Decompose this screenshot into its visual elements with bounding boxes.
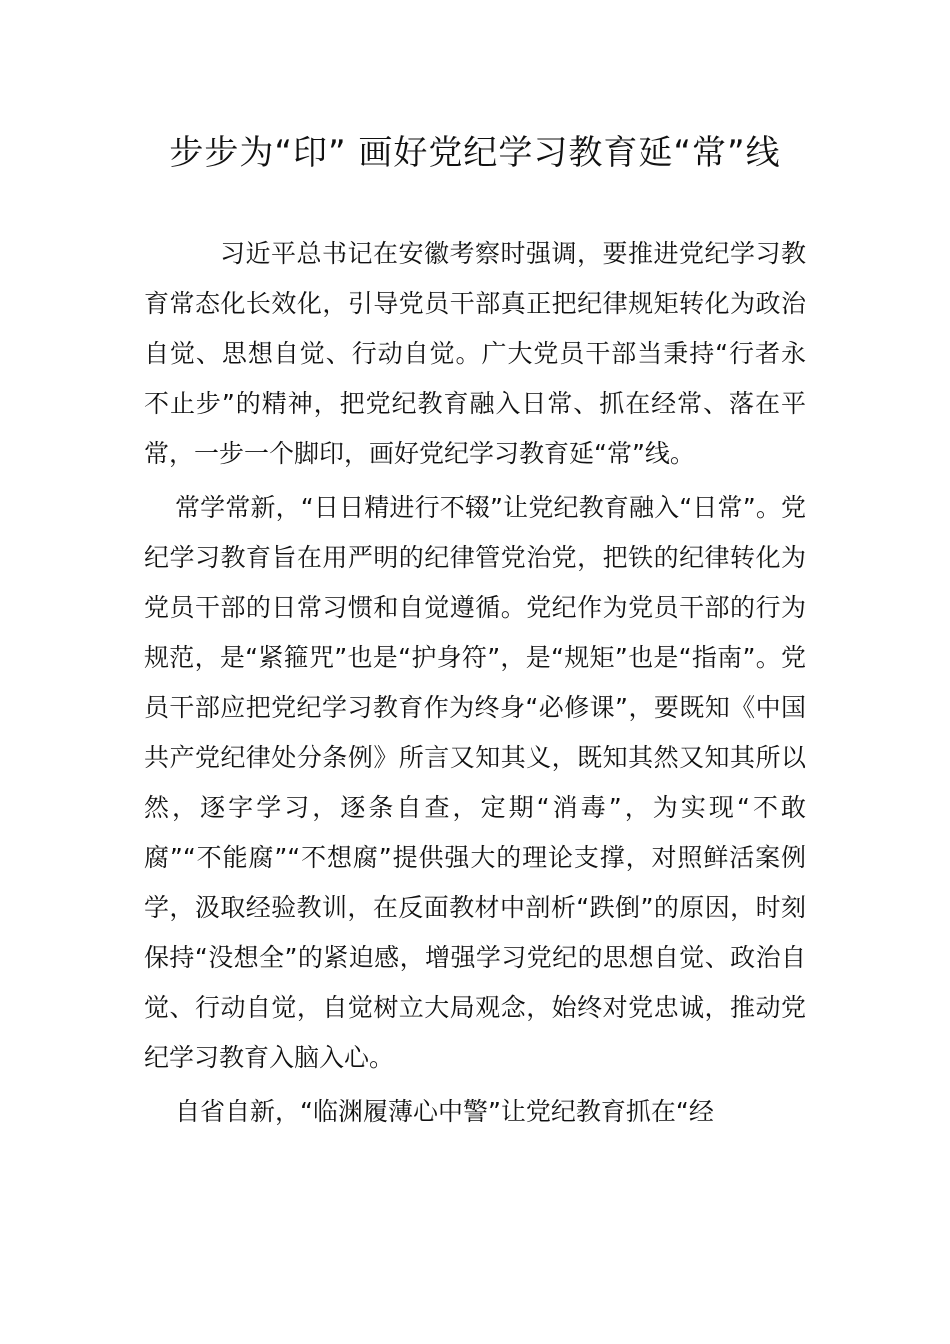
paragraph-self-reflection: 自省自新，“临渊履薄心中警”让党纪教育抓在“经 xyxy=(175,1097,714,1126)
document-body xyxy=(144,229,806,1141)
document-title: 步步为“印” 画好党纪学习教育延“常”线 xyxy=(169,133,781,173)
paragraph-intro: 习近平总书记在安徽考察时强调，要推进党纪学习教育常态化长效化，引导党员干部真正把纪律规矩转化为政治自觉、思想自觉、行动自觉。广大党员干部当秉持“行者永不止步”的精神，把党纪教育融入日常、抓在经常、落在平常，一步一个脚印，画好党纪学习教育延“常”线。 xyxy=(144,239,806,468)
paragraph-daily-study: 常学常新，“日日精进行不辍”让党纪教育融入“日常”。党纪学习教育旨在用严明的纪律管党治党，把铁的纪律转化为党员干部的日常习惯和自觉遵循。党纪作为党员干部的行为规范，是“紧箍咒”也是“护身符”，是“规矩”也是“指南”。党员干部应把党纪学习教育作为终身“必修课”，要既知《中国共产党纪律处分条例》所言又知其义，既知其然又知其所以然，逐字学习，逐条自查，定期“消毒”，为实现“不敢腐”“不能腐”“不想腐”提供强大的理论支撑，对照鲜活案例学，汲取经验教训，在反面教材中剖析“跌倒”的原因，时刻保持“没想全”的紧迫感，增强学习党纪的思想自觉、政治自觉、行动自觉，自觉树立大局观念，始终对党忠诚，推动党纪学习教育入脑入心。 xyxy=(144,493,806,1072)
